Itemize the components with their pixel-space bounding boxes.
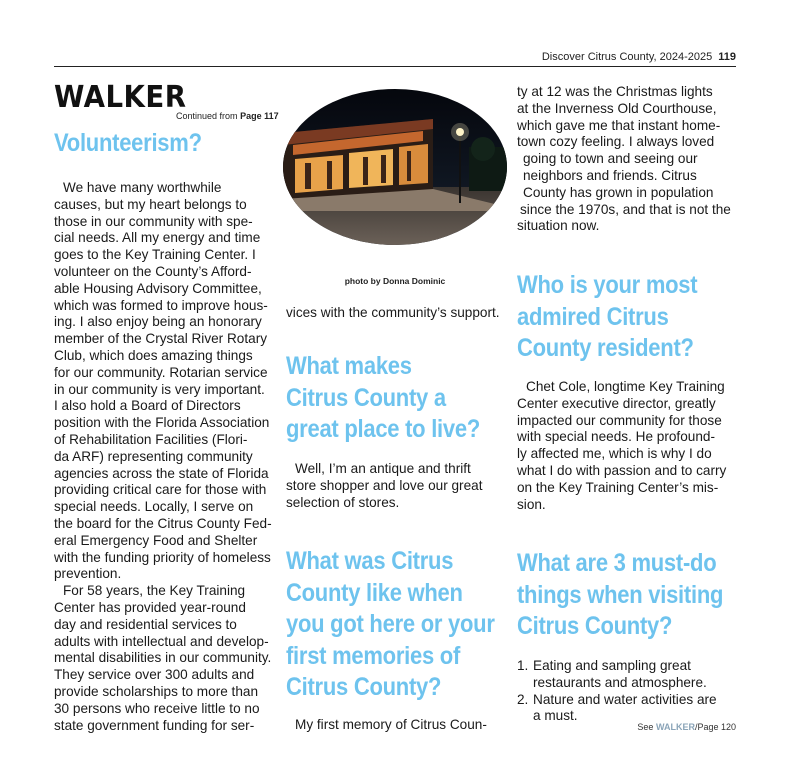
text-line: adults with intellectual and develop- (54, 633, 269, 649)
running-header (542, 51, 736, 63)
text-line: agencies across the state of Florida (54, 465, 269, 481)
text-line: providing critical care for those with (54, 482, 267, 498)
col3-continuation: ty at 12 was the Christmas lights at the Inverness Old Courthouse, which gave me that instant home- town cozy feeling. I always loved going to town and seeing our neighbors and friends. Citrus County has grown in population since the 1970s, and that is not the situation now. (517, 84, 731, 234)
text-line: We have many worthwhile (63, 180, 222, 195)
publication-title: Discover Citrus County, 2024-2025 (541, 51, 713, 63)
continued-prefix: Continued from (176, 111, 238, 121)
text-line: eral Emergency Food and Shelter (54, 532, 258, 548)
answer-great-place: Well, I’m an antique and thrift store shopper and love our great selection of stores. (286, 461, 483, 510)
text-line: 30 persons who receive little to no (54, 700, 260, 716)
photo-illustration (283, 89, 507, 245)
col2-continuation: vices with the community’s support. (286, 305, 500, 320)
answer-first-memory: My first memory of Citrus Coun- (295, 717, 487, 732)
header-rule (54, 66, 736, 67)
list-item: 2. Nature and water activities are a must. (517, 691, 717, 724)
list-item: 1. Eating and sampling great restaurants and atmosphere. (517, 658, 707, 690)
continued-page: Page 117 (240, 111, 279, 121)
text-line: for our community. Rotarian service (54, 364, 268, 380)
text-line: which was formed to improve hous- (54, 297, 268, 313)
text-line: position with the Florida Association (54, 415, 270, 431)
text-line: ing. I also enjoy being an honorary (54, 314, 262, 330)
col1-body (54, 180, 276, 734)
text-line: volunteer on the County’s Afford- (54, 263, 252, 279)
continued-on: See WALKER/Page 120 (637, 722, 736, 732)
text-line: prevention. (54, 566, 122, 582)
text-line: Club, which does amazing things (54, 347, 253, 363)
text-line: I also hold a Board of Directors (54, 398, 241, 414)
street-night-photo (283, 89, 507, 245)
answer-admired-resident: Chet Cole, longtime Key Training Center executive director, greatly impacted our community for those with special needs. He profound- ly affected me, which is why I do what I do with passion and to carry on the Key Training Center’s mis- sion. (517, 379, 727, 512)
text-line: They service over 300 adults and (54, 667, 255, 683)
article-title: WALKER (54, 80, 187, 115)
text-line: with the funding priority of homeless (54, 549, 271, 565)
paragraph-volunteer (54, 180, 276, 583)
heading-must-do: What are 3 must-do things when visiting Citrus County? (517, 549, 724, 640)
must-do-list (517, 658, 739, 725)
text-line: causes, but my heart belongs to (54, 196, 247, 212)
text-line: in our community is very important. (54, 381, 265, 397)
text-line: of Rehabilitation Facilities (Flori- (54, 431, 248, 447)
text-line: da ARF) representing community (54, 448, 253, 464)
text-line: the board for the Citrus County Fed- (54, 515, 272, 531)
continued-from (176, 111, 279, 121)
text-line: member of the Crystal River Rotary (54, 331, 268, 347)
text-line: able Housing Advisory Committee, (54, 280, 262, 296)
text-line: state government funding for ser- (54, 717, 255, 733)
heading-volunteerism: Volunteerism? (54, 129, 202, 157)
text-line: mental disabilities in our community. (54, 650, 272, 666)
text-line: special needs. Locally, I serve on (54, 499, 254, 515)
text-line: Center has provided year-round (54, 599, 246, 615)
text-line: day and residential services to (54, 616, 237, 632)
text-line: those in our community with spe- (54, 213, 253, 229)
photo-credit: photo by Donna Dominic (344, 276, 446, 286)
text-line: goes to the Key Training Center. I (54, 247, 256, 263)
page-number: 119 (718, 51, 736, 63)
paragraph-key-training (54, 583, 276, 734)
text-line: For 58 years, the Key Training (63, 583, 246, 599)
heading-first-memories: What was Citrus County like when you got here or your first memories of Citrus County? (286, 547, 495, 701)
heading-great-place: What makes Citrus County a great place to live? (286, 352, 481, 443)
heading-admired-resident: Who is your most admired Citrus County resident? (517, 271, 698, 362)
text-line: cial needs. All my energy and time (54, 230, 261, 246)
text-line: provide scholarships to more than (54, 683, 259, 699)
